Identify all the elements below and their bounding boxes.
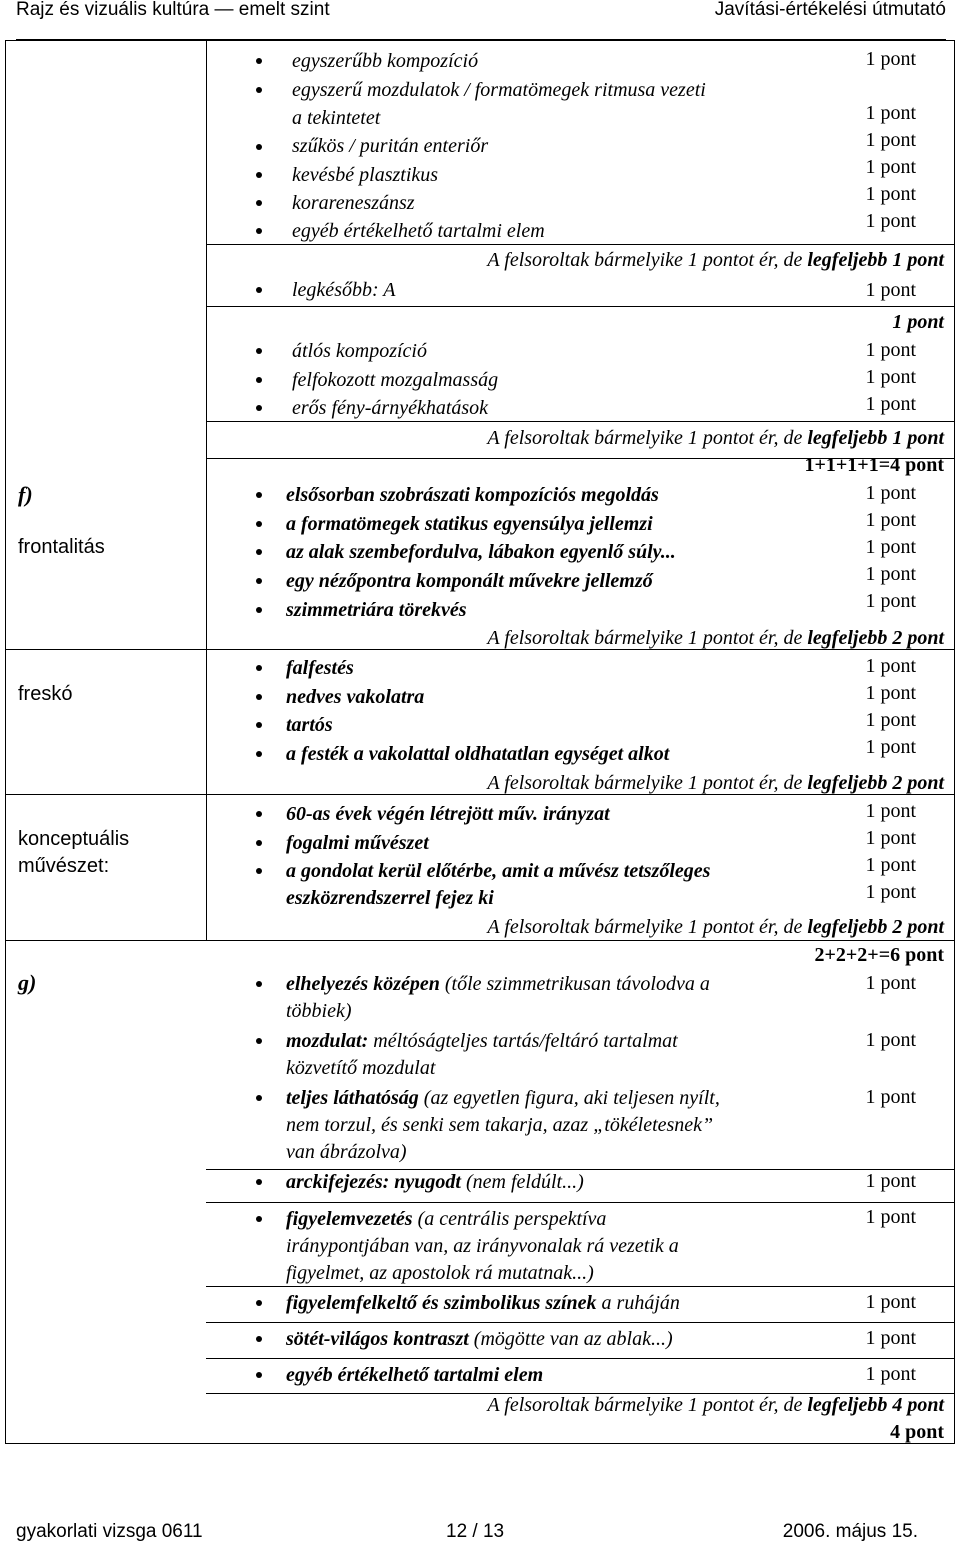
- point-value: 1 pont: [865, 655, 916, 677]
- bullet: [256, 405, 262, 411]
- criterion: átlós kompozíció: [292, 340, 427, 362]
- criterion: figyelmet, az apostolok rá mutatnak...): [286, 1262, 594, 1284]
- bullet: [256, 751, 262, 757]
- point-value: 1 pont: [865, 563, 916, 585]
- bullet: [256, 348, 262, 354]
- criterion: arckifejezés: nyugodt (nem feldúlt...): [286, 1171, 584, 1193]
- criterion: sötét-világos kontraszt (mögötte van az ablak...): [286, 1328, 673, 1350]
- page-footer: [16, 1521, 946, 1549]
- criterion: korareneszánsz: [292, 192, 415, 214]
- section-total: 2+2+2+=6 pont: [814, 944, 944, 966]
- bullet: [256, 1038, 262, 1044]
- point-value: 1 pont: [865, 536, 916, 558]
- criterion: felfokozott mozgalmasság: [292, 369, 499, 391]
- term-label: frontalitás: [18, 536, 105, 558]
- bullet: [256, 665, 262, 671]
- criterion: többiek): [286, 1000, 352, 1022]
- max-note: A felsoroltak bármelyike 1 pontot ér, de legfeljebb 2 pont: [487, 916, 944, 938]
- point-value: 1 pont: [865, 393, 916, 415]
- max-note: A felsoroltak bármelyike 1 pontot ér, de legfeljebb 1 pont: [487, 249, 944, 271]
- point-value: 1 pont: [865, 129, 916, 151]
- criterion: az alak szembefordulva, lábakon egyenlő súly...: [286, 541, 676, 563]
- bullet: [256, 1336, 262, 1342]
- point-value: 1 pont: [865, 279, 916, 301]
- criterion: teljes láthatóság (az egyetlen figura, aki teljesen nyílt,: [286, 1087, 720, 1109]
- criterion: a tekintetet: [292, 107, 381, 129]
- criterion: egyszerűbb kompozíció: [292, 50, 479, 72]
- section-total: 1+1+1+1=4 pont: [804, 454, 944, 476]
- term-label: konceptuális: [18, 828, 130, 850]
- row-divider: [206, 306, 954, 307]
- max-note: A felsoroltak bármelyike 1 pontot ér, de legfeljebb 4 pont: [487, 1394, 944, 1416]
- point-value: 1 pont: [865, 482, 916, 504]
- point-value: 1 pont: [865, 590, 916, 612]
- bullet: [256, 200, 262, 206]
- point-value: 1 pont: [865, 509, 916, 531]
- point-value: 1 pont: [865, 1327, 916, 1349]
- criterion: elsősorban szobrászati kompozíciós megoldás: [286, 484, 659, 506]
- bullet: [256, 377, 262, 383]
- criterion: szimmetriára törekvés: [286, 599, 467, 621]
- criterion: legkésőbb: A: [292, 279, 396, 301]
- bullet: [256, 722, 262, 728]
- point-value: 1 pont: [865, 682, 916, 704]
- bullet: [256, 521, 262, 527]
- criterion: van ábrázolva): [286, 1141, 407, 1163]
- point-value: 1 pont: [865, 1363, 916, 1385]
- point-value: 1 pont: [865, 1291, 916, 1313]
- row-divider: [206, 1202, 954, 1203]
- bullet: [256, 578, 262, 584]
- point-value: 1 pont: [892, 311, 944, 333]
- bullet: [256, 694, 262, 700]
- criterion: falfestés: [286, 657, 354, 679]
- bullet: [256, 1216, 262, 1222]
- bullet: [256, 144, 262, 150]
- term-label: freskó: [18, 683, 73, 705]
- point-value: 1 pont: [865, 366, 916, 388]
- criterion: fogalmi művészet: [286, 832, 429, 854]
- term-label: művészet:: [18, 855, 110, 877]
- criterion: a festék a vakolattal oldhatatlan egységet alkot: [286, 743, 670, 765]
- header-left: Rajz és vizuális kultúra — emelt szint: [16, 0, 330, 20]
- section-letter-f: f): [18, 482, 33, 507]
- point-value: 1 pont: [865, 1206, 916, 1228]
- bullet: [256, 811, 262, 817]
- bullet: [256, 492, 262, 498]
- criterion: figyelemvezetés (a centrális perspektíva: [286, 1208, 607, 1230]
- criterion: a formatömegek statikus egyensúlya jellemzi: [286, 513, 653, 535]
- bullet: [256, 549, 262, 555]
- scoring-table: [5, 40, 955, 1444]
- bullet: [256, 981, 262, 987]
- criterion: mozdulat: méltóságteljes tartás/feltáró tartalmat: [286, 1030, 678, 1052]
- max-note: A felsoroltak bármelyike 1 pontot ér, de legfeljebb 1 pont: [487, 427, 944, 449]
- criterion: egyszerű mozdulatok / formatömegek ritmusa vezeti: [292, 79, 706, 101]
- criterion: nedves vakolatra: [286, 686, 425, 708]
- point-value: 1 pont: [865, 854, 916, 876]
- bullet: [256, 1179, 262, 1185]
- point-value: 1 pont: [865, 339, 916, 361]
- point-value: 1 pont: [865, 709, 916, 731]
- section-letter-g: g): [18, 970, 37, 995]
- page-header: [16, 0, 946, 40]
- criterion: szűkös / puritán enteriőr: [292, 135, 489, 157]
- point-value: 1 pont: [865, 827, 916, 849]
- row-divider: [206, 1322, 954, 1323]
- criterion: egyéb értékelhető tartalmi elem: [292, 220, 545, 242]
- bullet: [256, 228, 262, 234]
- criterion: eszközrendszerrel fejez ki: [286, 887, 494, 909]
- bullet: [256, 840, 262, 846]
- point-value: 1 pont: [865, 1029, 916, 1051]
- point-value: 1 pont: [865, 210, 916, 232]
- bullet: [256, 58, 262, 64]
- footer-left: gyakorlati vizsga 0611: [16, 1521, 203, 1542]
- criterion: nem torzul, és senki sem takarja, azaz „tökéletesnek”: [286, 1114, 714, 1136]
- footer-page: 12 / 13: [446, 1521, 505, 1542]
- header-right: Javítási-értékelési útmutató: [714, 0, 946, 20]
- bullet: [256, 1095, 262, 1101]
- criterion: iránypontjában van, az irányvonalak rá vezetik a: [286, 1235, 679, 1257]
- point-value: 1 pont: [865, 1170, 916, 1192]
- footer-date: 2006. május 15.: [782, 1521, 918, 1542]
- point-value: 1 pont: [865, 102, 916, 124]
- section-total: 4 pont: [890, 1421, 944, 1443]
- point-value: 1 pont: [865, 1086, 916, 1108]
- criterion: kevésbé plasztikus: [292, 164, 439, 186]
- point-value: 1 pont: [865, 800, 916, 822]
- bullet: [256, 87, 262, 93]
- criterion: a gondolat kerül előtérbe, amit a művész tetszőleges: [286, 860, 711, 882]
- point-value: 1 pont: [865, 736, 916, 758]
- point-value: 1 pont: [865, 48, 916, 70]
- criterion: egyéb értékelhető tartalmi elem: [286, 1364, 544, 1386]
- criterion: tartós: [286, 714, 333, 736]
- bullet: [256, 1300, 262, 1306]
- criterion: közvetítő mozdulat: [286, 1057, 436, 1079]
- column-divider: [206, 41, 207, 941]
- bullet: [256, 1372, 262, 1378]
- criterion: erős fény-árnyékhatások: [292, 397, 489, 419]
- criterion: egy nézőpontra komponált művekre jellemző: [286, 570, 653, 592]
- criterion: 60-as évek végén létrejött műv. irányzat: [286, 803, 610, 825]
- point-value: 1 pont: [865, 972, 916, 994]
- bullet: [256, 607, 262, 613]
- bullet: [256, 287, 262, 293]
- bullet: [256, 868, 262, 874]
- row-divider: [206, 1358, 954, 1359]
- max-note: A felsoroltak bármelyike 1 pontot ér, de legfeljebb 2 pont: [487, 772, 944, 794]
- max-note: A felsoroltak bármelyike 1 pontot ér, de legfeljebb 2 pont: [487, 627, 944, 649]
- point-value: 1 pont: [865, 881, 916, 903]
- point-value: 1 pont: [865, 156, 916, 178]
- criterion: figyelemfelkeltő és szimbolikus színek a ruháján: [286, 1292, 680, 1314]
- bullet: [256, 172, 262, 178]
- point-value: 1 pont: [865, 183, 916, 205]
- criterion: elhelyezés középen (tőle szimmetrikusan távolodva a: [286, 973, 710, 995]
